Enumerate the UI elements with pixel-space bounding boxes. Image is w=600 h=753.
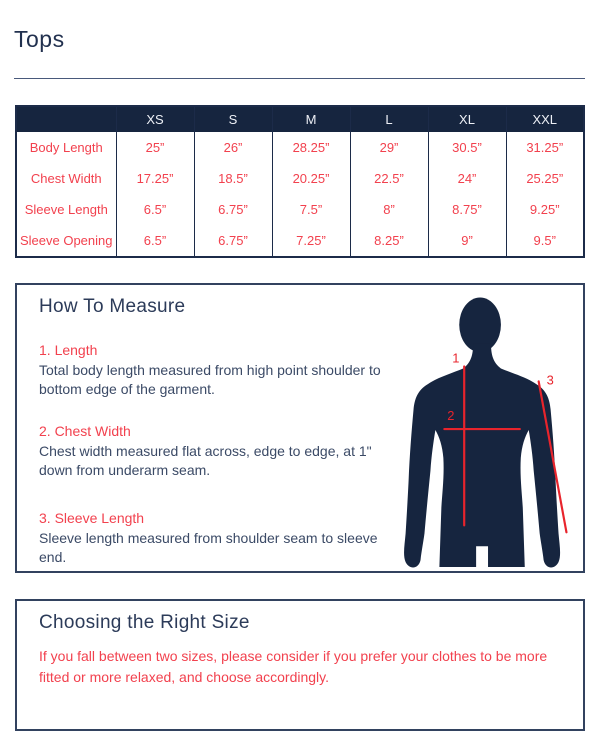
size-cell: 31.25” bbox=[506, 132, 584, 163]
table-row bbox=[16, 132, 584, 163]
diagram-marker-3: 3 bbox=[546, 372, 554, 388]
table-row bbox=[16, 194, 584, 225]
size-cell: 6.75” bbox=[194, 194, 272, 225]
size-table-header-row bbox=[16, 106, 584, 132]
size-cell: 25.25” bbox=[506, 163, 584, 194]
row-label: Sleeve Length bbox=[16, 194, 116, 225]
diagram-marker-1: 1 bbox=[452, 350, 460, 366]
size-cell: 20.25” bbox=[272, 163, 350, 194]
body-silhouette bbox=[404, 297, 560, 567]
table-row bbox=[16, 225, 584, 257]
choosing-size-title: Choosing the Right Size bbox=[39, 612, 250, 633]
size-column-header: XS bbox=[116, 106, 194, 132]
size-cell: 24” bbox=[428, 163, 506, 194]
size-column-header: M bbox=[272, 106, 350, 132]
row-label: Chest Width bbox=[16, 163, 116, 194]
how-to-measure-title: How To Measure bbox=[39, 296, 186, 317]
choosing-size-panel bbox=[15, 599, 585, 731]
size-column-header: L bbox=[350, 106, 428, 132]
size-cell: 28.25” bbox=[272, 132, 350, 163]
title-divider bbox=[14, 78, 585, 79]
size-table-corner-cell bbox=[16, 106, 116, 132]
step-label: 2. Chest Width bbox=[39, 423, 131, 439]
size-cell: 6.5” bbox=[116, 194, 194, 225]
step-label: 1. Length bbox=[39, 342, 98, 358]
size-column-header: S bbox=[194, 106, 272, 132]
size-column-header: XXL bbox=[506, 106, 584, 132]
measure-step-chest-width bbox=[39, 423, 399, 480]
table-row bbox=[16, 163, 584, 194]
size-cell: 9.5” bbox=[506, 225, 584, 257]
step-label: 3. Sleeve Length bbox=[39, 510, 145, 526]
size-cell: 6.5” bbox=[116, 225, 194, 257]
measure-step-sleeve-length bbox=[39, 510, 399, 567]
row-label: Body Length bbox=[16, 132, 116, 163]
size-cell: 7.5” bbox=[272, 194, 350, 225]
size-cell: 18.5” bbox=[194, 163, 272, 194]
diagram-marker-2: 2 bbox=[447, 408, 455, 424]
step-description: Sleeve length measured from shoulder seam to sleeve end. bbox=[39, 530, 378, 565]
choosing-size-text: If you fall between two sizes, please consider if you prefer your clothes to be more fitted or more relaxed, and choose accordingly. bbox=[39, 648, 548, 685]
size-cell: 8” bbox=[350, 194, 428, 225]
size-cell: 8.75” bbox=[428, 194, 506, 225]
step-description: Total body length measured from high point shoulder to bottom edge of the garment. bbox=[39, 362, 381, 397]
row-label: Sleeve Opening bbox=[16, 225, 116, 257]
size-cell: 17.25” bbox=[116, 163, 194, 194]
size-cell: 6.75” bbox=[194, 225, 272, 257]
size-cell: 25” bbox=[116, 132, 194, 163]
size-cell: 9” bbox=[428, 225, 506, 257]
size-cell: 7.25” bbox=[272, 225, 350, 257]
size-column-header: XL bbox=[428, 106, 506, 132]
page-title: Tops bbox=[14, 26, 65, 52]
body-measurement-diagram bbox=[397, 297, 587, 573]
size-cell: 30.5” bbox=[428, 132, 506, 163]
measure-step-length bbox=[39, 342, 399, 399]
size-table bbox=[15, 105, 585, 258]
size-cell: 8.25” bbox=[350, 225, 428, 257]
how-to-measure-panel bbox=[15, 283, 585, 573]
size-cell: 9.25” bbox=[506, 194, 584, 225]
size-cell: 26” bbox=[194, 132, 272, 163]
size-cell: 22.5” bbox=[350, 163, 428, 194]
size-cell: 29” bbox=[350, 132, 428, 163]
step-description: Chest width measured flat across, edge to edge, at 1" down from underarm seam. bbox=[39, 443, 372, 478]
